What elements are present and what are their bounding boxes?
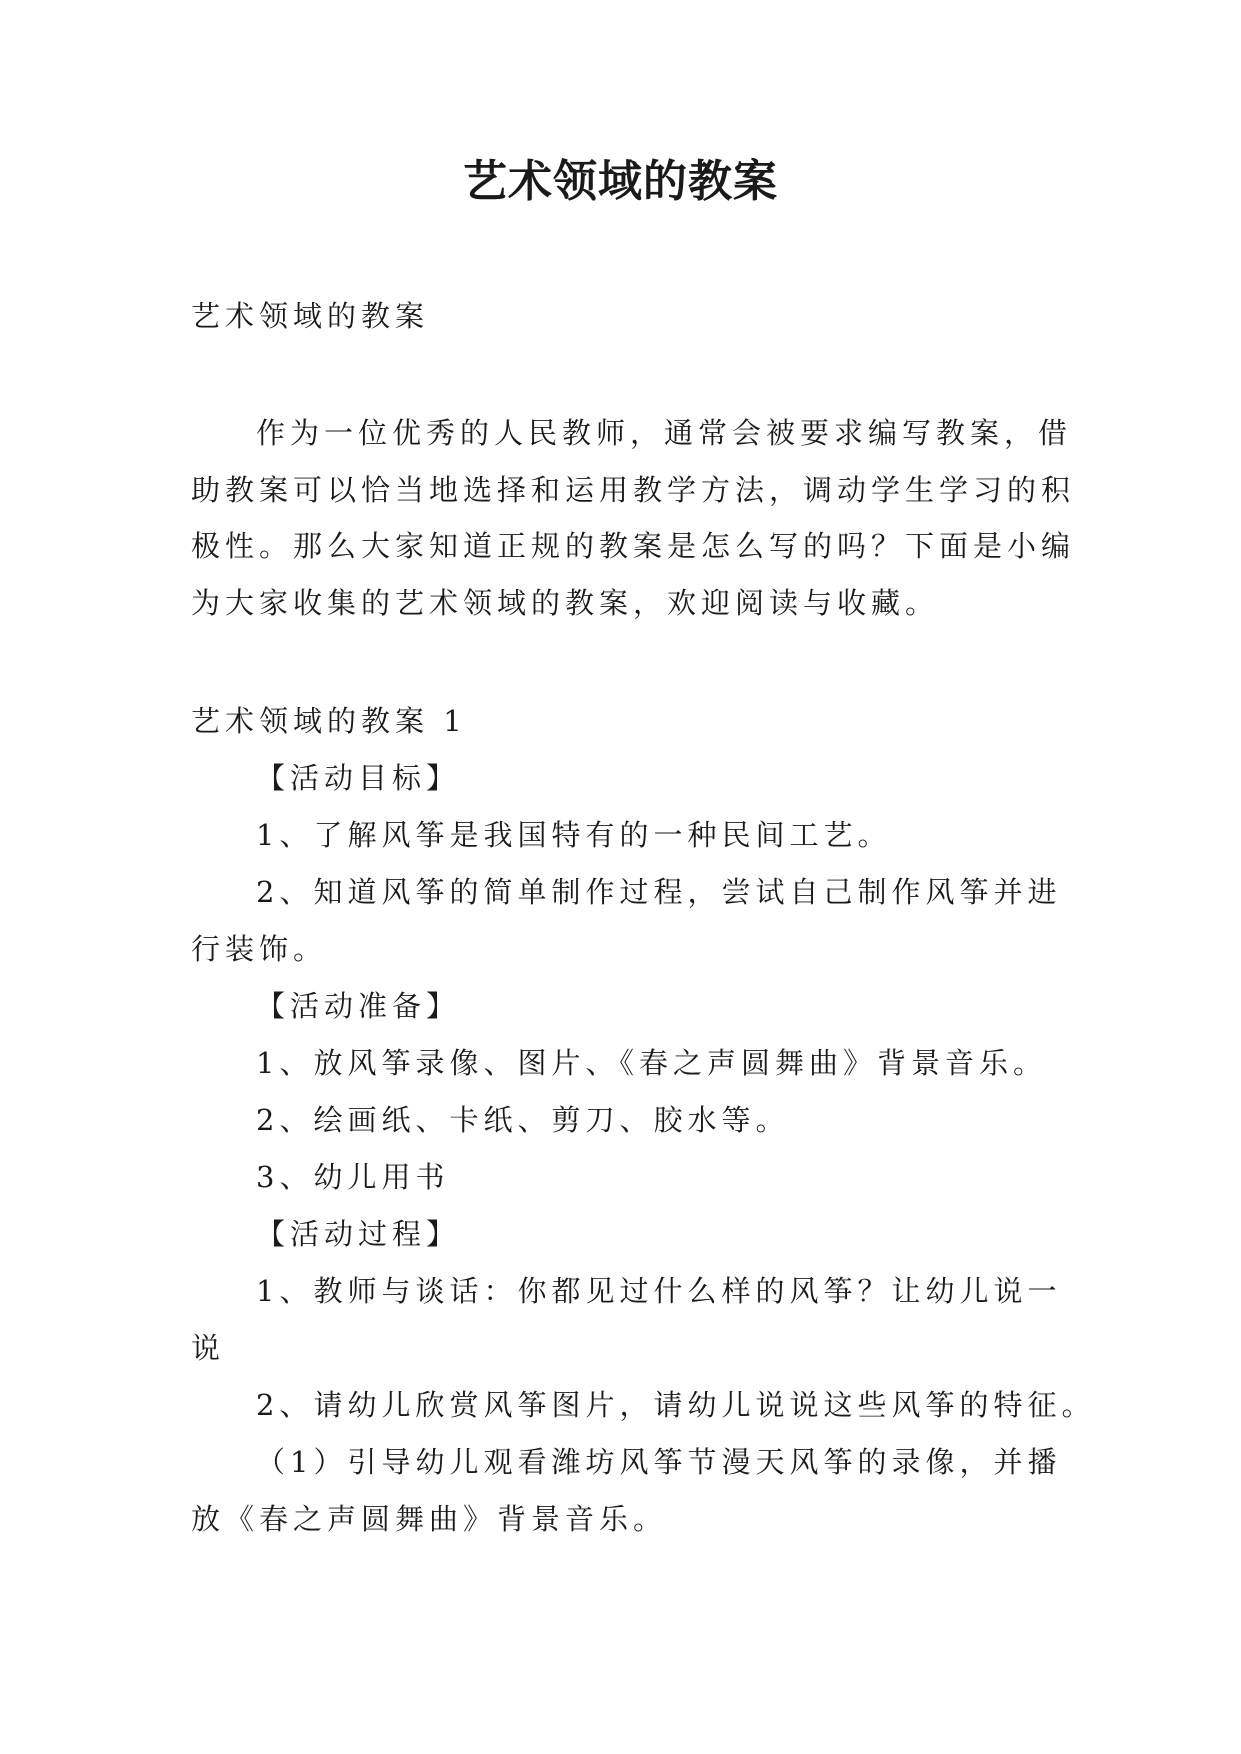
process-heading: 【活动过程】: [256, 1217, 461, 1251]
intro-line-4: 为大家收集的艺术领域的教案，欢迎阅读与收藏。: [191, 586, 940, 620]
preparation-item-1: 1、放风筝录像、图片、《春之声圆舞曲》背景音乐。: [256, 1046, 1047, 1080]
intro-line-2: 助教案可以恰当地选择和运用教学方法，调动学生学习的积: [191, 473, 1076, 507]
process-sub-item-1-cont: 放《春之声圆舞曲》背景音乐。: [191, 1502, 668, 1536]
intro-line-1: 作为一位优秀的人民教师，通常会被要求编写教案，借: [256, 416, 1073, 450]
page-title: 艺术领域的教案: [463, 156, 778, 207]
goals-heading: 【活动目标】: [256, 761, 461, 795]
preparation-heading: 【活动准备】: [256, 989, 461, 1023]
document-subtitle: 艺术领域的教案: [191, 299, 430, 333]
process-item-1: 1、教师与谈话：你都见过什么样的风筝？让幼儿说一: [256, 1274, 1062, 1308]
preparation-item-2: 2、绘画纸、卡纸、剪刀、胶水等。: [256, 1103, 790, 1137]
process-sub-item-1: （1）引导幼儿观看潍坊风筝节漫天风筝的录像，并播: [256, 1445, 1062, 1479]
section-heading: 艺术领域的教案 1: [191, 704, 467, 738]
goal-item-2-cont: 行装饰。: [191, 932, 328, 966]
preparation-item-3: 3、幼儿用书: [256, 1160, 450, 1194]
intro-line-3: 极性。那么大家知道正规的教案是怎么写的吗？下面是小编: [191, 529, 1076, 563]
process-item-1-cont: 说: [191, 1331, 226, 1365]
goal-item-1: 1、了解风筝是我国特有的一种民间工艺。: [256, 818, 892, 852]
goal-item-2: 2、知道风筝的简单制作过程，尝试自己制作风筝并进: [256, 875, 1062, 909]
process-item-2: 2、请幼儿欣赏风筝图片，请幼儿说说这些风筝的特征。: [256, 1388, 1096, 1422]
